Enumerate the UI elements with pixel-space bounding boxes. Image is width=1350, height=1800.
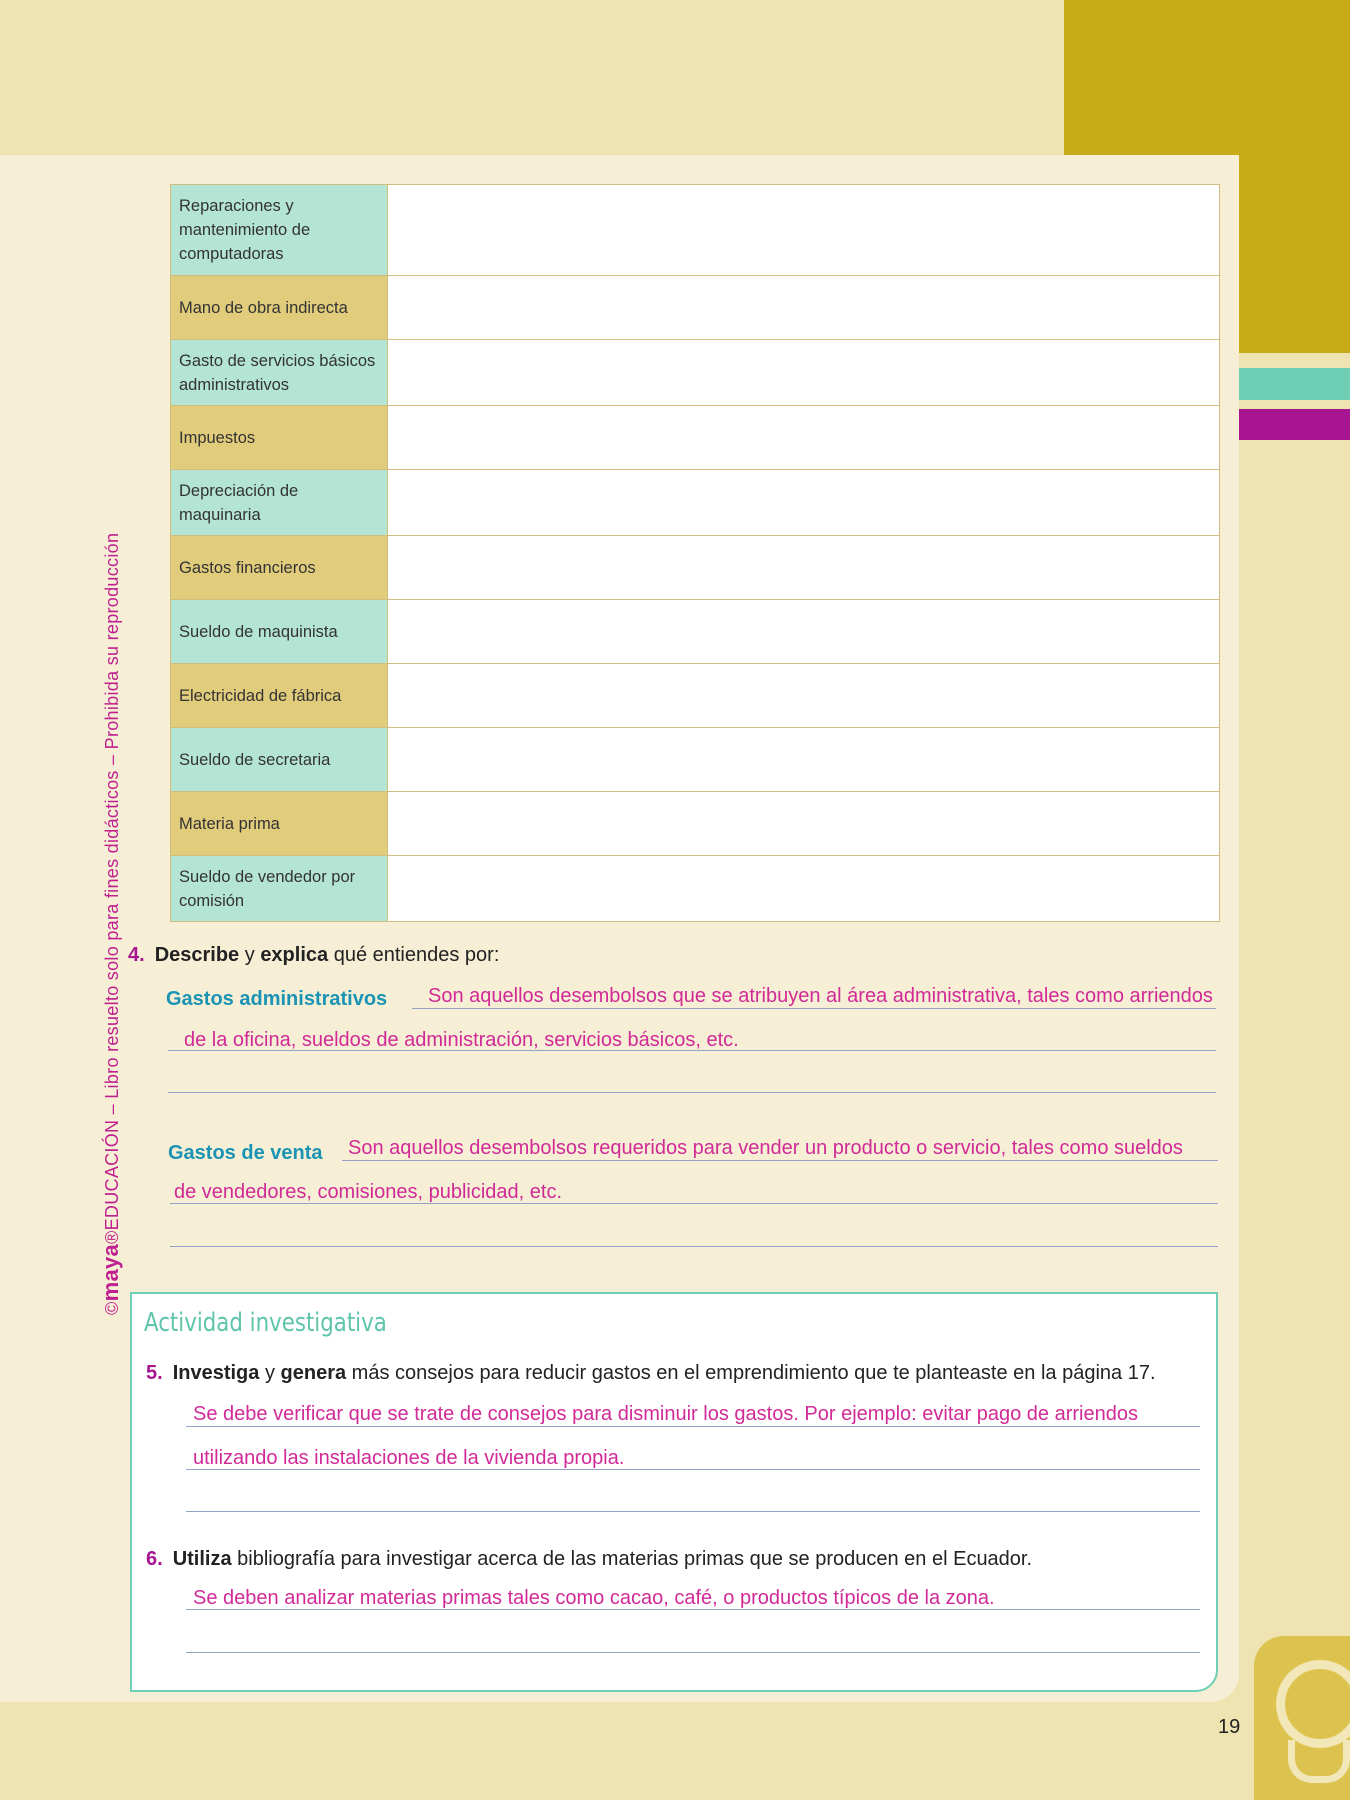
answer-cell[interactable]	[388, 600, 1220, 664]
answer-cell[interactable]	[388, 792, 1220, 856]
row-label: Sueldo de secretaria	[171, 728, 388, 792]
question-text: qué entiendes por:	[328, 944, 500, 966]
copyright-credit	[98, 533, 124, 1315]
question-verb: Utiliza	[172, 1548, 232, 1570]
answer-cell[interactable]	[388, 856, 1220, 922]
bulb-base	[1288, 1740, 1350, 1783]
answer-cell[interactable]	[388, 340, 1220, 406]
question-text: bibliografía para investigar acerca de las materias primas que se producen en el Ecuador.	[231, 1548, 1033, 1570]
table-row	[171, 728, 1220, 792]
answer-rule[interactable]	[186, 1511, 1200, 1512]
teal-tab	[1239, 368, 1350, 400]
table-row	[171, 276, 1220, 340]
question-number: 5.	[146, 1362, 163, 1384]
row-label: Sueldo de vendedor por comisión	[171, 856, 388, 922]
answer-cell[interactable]	[388, 470, 1220, 536]
table-row	[171, 470, 1220, 536]
answer-cell[interactable]	[388, 664, 1220, 728]
sales-answer-line-2: de vendedores, comisiones, publicidad, etc.	[174, 1181, 563, 1203]
question-verb: Investiga	[172, 1362, 260, 1384]
question-text: más consejos para reducir gastos en el emprendimiento que te planteaste en la página 17.	[346, 1362, 1156, 1384]
answer-cell[interactable]	[388, 536, 1220, 600]
answer-cell[interactable]	[388, 276, 1220, 340]
question-5	[146, 1362, 1156, 1385]
question-verb: Describe	[154, 944, 240, 966]
admin-expenses-title: Gastos administrativos	[166, 988, 388, 1010]
answer-rule	[342, 1160, 1218, 1161]
cost-classification-table	[170, 184, 1220, 922]
row-label: Materia prima	[171, 792, 388, 856]
bottom-band	[0, 1702, 1350, 1800]
research-activity-box	[130, 1292, 1218, 1692]
magenta-tab	[1239, 409, 1350, 440]
credit-text: EDUCACIÓN – Libro resuelto solo para fines didácticos – Prohibida su reproducción	[102, 532, 122, 1231]
table-row	[171, 856, 1220, 922]
table-row	[171, 536, 1220, 600]
question-4	[128, 944, 499, 967]
row-label: Sueldo de maquinista	[171, 600, 388, 664]
sales-expenses-title: Gastos de venta	[168, 1142, 323, 1164]
question-conjunction: y	[239, 944, 261, 966]
answer-rule[interactable]	[170, 1246, 1218, 1247]
row-label: Gastos financieros	[171, 536, 388, 600]
page-number: 19	[1218, 1716, 1241, 1738]
question-number: 6.	[146, 1548, 163, 1570]
copyright-symbol: ©	[102, 1301, 122, 1315]
row-label: Mano de obra indirecta	[171, 276, 388, 340]
answer-cell[interactable]	[388, 728, 1220, 792]
table-row	[171, 664, 1220, 728]
bulb-circle	[1276, 1660, 1350, 1748]
answer-rule[interactable]	[186, 1652, 1200, 1653]
row-label: Impuestos	[171, 406, 388, 470]
admin-answer-line-2: de la oficina, sueldos de administración, servicios básicos, etc.	[184, 1029, 739, 1051]
answer-rule	[412, 1008, 1216, 1009]
answer-rule	[170, 1203, 1218, 1204]
question-verb: explica	[260, 944, 329, 966]
brand-logo: maya	[98, 1243, 123, 1302]
row-label: Gasto de servicios básicos administrativos	[171, 340, 388, 406]
answer-cell[interactable]	[388, 406, 1220, 470]
answer-cell[interactable]	[388, 185, 1220, 276]
question-conjunction: y	[259, 1362, 281, 1384]
right-strip	[1239, 440, 1350, 1700]
question-number: 4.	[128, 944, 145, 966]
row-label: Reparaciones y mantenimiento de computadoras	[171, 185, 388, 276]
table-row	[171, 406, 1220, 470]
lightbulb-icon	[1254, 1636, 1350, 1800]
answer-rule	[168, 1050, 1216, 1051]
answer-rule	[186, 1469, 1200, 1470]
table-row	[171, 600, 1220, 664]
q6-answer-line-1: Se deben analizar materias primas tales como cacao, café, o productos típicos de la zona.	[193, 1587, 995, 1609]
top-band	[0, 0, 1064, 155]
answer-rule	[186, 1609, 1200, 1610]
table-row	[171, 340, 1220, 406]
q5-answer-line-1: Se debe verificar que se trate de consejos para disminuir los gastos. Por ejemplo: evitar pago de arriendos	[193, 1403, 1138, 1425]
q5-answer-line-2: utilizando las instalaciones de la vivienda propia.	[193, 1447, 625, 1469]
row-label: Electricidad de fábrica	[171, 664, 388, 728]
table-row	[171, 792, 1220, 856]
admin-answer-line-1: Son aquellos desembolsos que se atribuyen al área administrativa, tales como arriendos	[428, 985, 1213, 1007]
registered-symbol: ®	[102, 1230, 122, 1244]
row-label: Depreciación de maquinaria	[171, 470, 388, 536]
answer-rule[interactable]	[168, 1092, 1216, 1093]
table-row	[171, 185, 1220, 276]
activity-title: Actividad investigativa	[144, 1308, 387, 1338]
question-verb: genera	[280, 1362, 347, 1384]
question-6	[146, 1548, 1032, 1571]
answer-rule	[186, 1426, 1200, 1427]
sales-answer-line-1: Son aquellos desembolsos requeridos para vender un producto o servicio, tales como sueldos	[348, 1137, 1183, 1159]
